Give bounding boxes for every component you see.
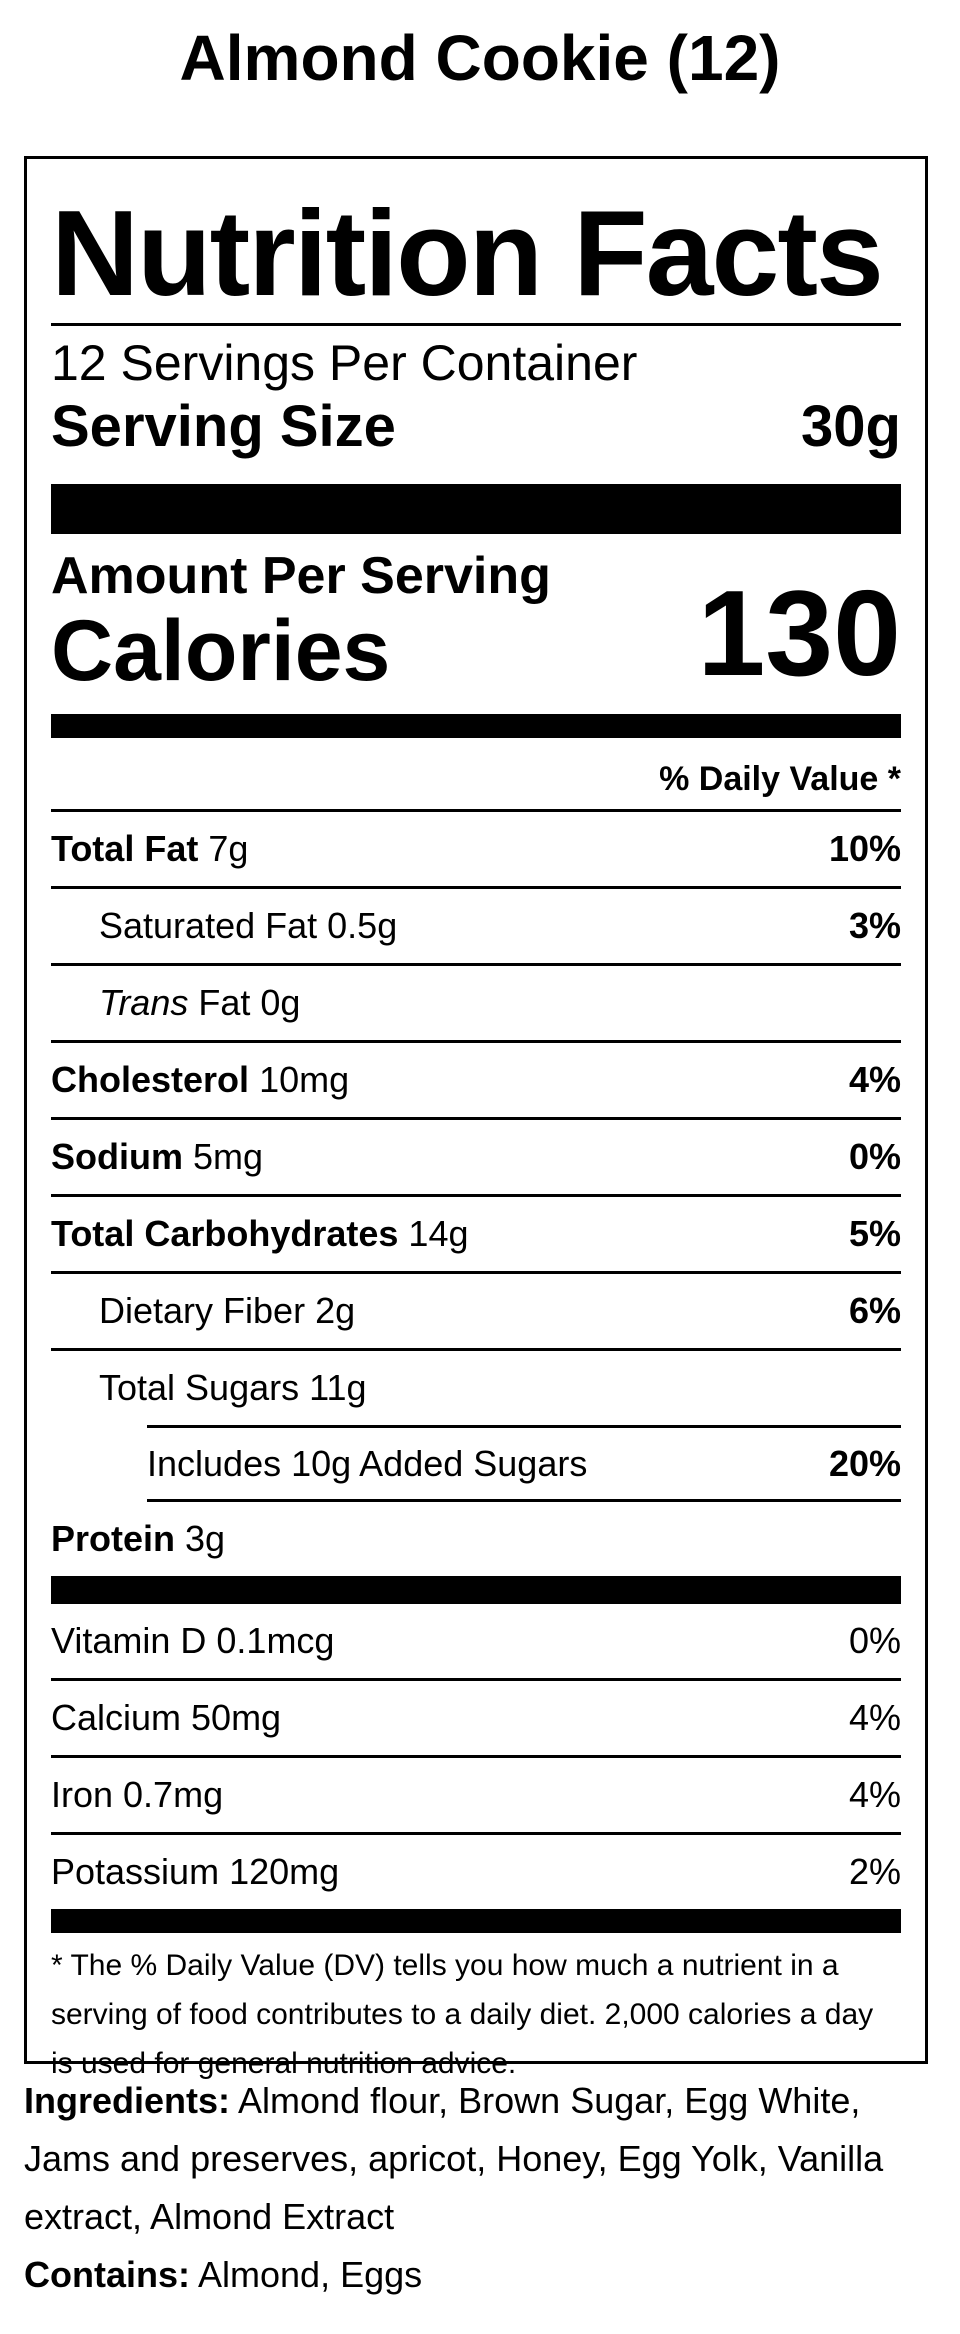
nutrient-name: Cholesterol: [51, 1059, 250, 1100]
nutrient-row-saturated-fat: [51, 889, 901, 966]
nutrition-facts-heading: Nutrition Facts: [51, 185, 882, 321]
nutrient-row-total-fat: [51, 812, 901, 889]
ingredients-text: Almond flour, Brown Sugar, Egg White, Jams and preserves, apricot, Honey, Egg Yolk, Vanilla extract, Almond Extract: [24, 2080, 884, 2237]
nutrient-name: Total Fat: [51, 828, 199, 869]
nutrient-dv: 6%: [848, 1290, 901, 1331]
calories-value: 130: [697, 565, 901, 701]
vitamin-row: [51, 1604, 901, 1681]
nutrient-amount: 7g: [208, 828, 249, 869]
nutrient-dv: 10%: [828, 828, 901, 869]
nutrient-amount: 2g: [315, 1290, 356, 1331]
daily-value-header: % Daily Value *: [51, 738, 901, 812]
servings-per-container: 12 Servings Per Container: [51, 335, 638, 391]
nutrient-row-sodium: [51, 1120, 901, 1197]
vitamin-dv: 4%: [848, 1774, 901, 1815]
nutrient-name: Total Sugars: [99, 1367, 300, 1408]
vitamins-list: [51, 1604, 901, 1909]
product-title: Almond Cookie (12): [179, 22, 781, 94]
thick-divider: [51, 1576, 901, 1604]
calories-label: Calories: [51, 603, 391, 699]
nutrient-dv: 5%: [848, 1213, 901, 1254]
contains-line: [24, 2246, 944, 2304]
vitamin-text: Iron 0.7mg: [51, 1774, 224, 1815]
nutrient-dv: 4%: [848, 1059, 901, 1100]
contains-label: Contains:: [24, 2254, 190, 2295]
vitamin-row: [51, 1758, 901, 1835]
nutrient-name: Total Carbohydrates: [51, 1213, 399, 1254]
nutrient-name: Saturated Fat: [99, 905, 318, 946]
ingredients-line: [24, 2072, 944, 2246]
ingredients-block: [24, 2072, 944, 2304]
nutrient-amount: 10mg: [259, 1059, 350, 1100]
daily-value-footnote: * The % Daily Value (DV) tells you how much a nutrient in a serving of food contributes to a daily diet. 2,000 calories a day is used for general nutrition advice.: [51, 1949, 874, 2080]
vitamin-row: [51, 1681, 901, 1758]
nutrient-row-added-sugars: [147, 1425, 901, 1502]
vitamin-text: Calcium 50mg: [51, 1697, 282, 1738]
amount-per-serving: Amount Per Serving: [51, 547, 551, 605]
nutrient-dv: 0%: [848, 1136, 901, 1177]
nutrient-dv: 3%: [848, 905, 901, 946]
nutrient-row-total-carbohydrates: [51, 1197, 901, 1274]
nutrient-row-total-sugars: [51, 1351, 901, 1425]
nutrient-name: Fat: [198, 982, 251, 1023]
nutrient-name-italic: Trans: [99, 982, 189, 1023]
nutrient-row-protein: [51, 1502, 901, 1576]
vitamin-dv: 4%: [848, 1697, 901, 1738]
added-sugars-wrap: [147, 1425, 901, 1502]
nutrient-name: Protein: [51, 1518, 176, 1559]
nutrient-dv: 20%: [828, 1442, 901, 1484]
nutrient-amount: 11g: [309, 1367, 367, 1408]
nutrient-name: Sodium: [51, 1136, 183, 1177]
nutrient-amount: 3g: [185, 1518, 226, 1559]
nutrient-row-trans-fat: [51, 966, 901, 1043]
nutrient-name: Dietary Fiber: [99, 1290, 306, 1331]
divider: [51, 323, 901, 326]
thick-divider: [51, 484, 901, 534]
nutrient-amount: 0.5g: [327, 905, 398, 946]
nutrient-row-dietary-fiber: [51, 1274, 901, 1351]
nutrient-amount: 5mg: [193, 1136, 264, 1177]
nutrient-text: Includes 10g Added Sugars: [147, 1442, 588, 1484]
nutrient-row-cholesterol: [51, 1043, 901, 1120]
vitamin-text: Potassium 120mg: [51, 1851, 340, 1892]
vitamin-text: Vitamin D 0.1mcg: [51, 1620, 335, 1661]
thick-divider: [51, 714, 901, 738]
vitamin-dv: 2%: [848, 1851, 901, 1892]
serving-size-label: Serving Size: [51, 394, 396, 459]
vitamin-dv: 0%: [848, 1620, 901, 1661]
nutrition-facts-label: [24, 156, 928, 2080]
nutrient-amount: 0g: [260, 982, 301, 1023]
thick-divider: [51, 1909, 901, 1933]
contains-text: Almond, Eggs: [198, 2254, 423, 2295]
ingredients-label: Ingredients:: [24, 2080, 231, 2121]
nutrient-amount: 14g: [408, 1213, 469, 1254]
vitamin-row: [51, 1835, 901, 1909]
serving-size-row: [51, 392, 901, 462]
serving-size-value: 30g: [801, 394, 901, 459]
